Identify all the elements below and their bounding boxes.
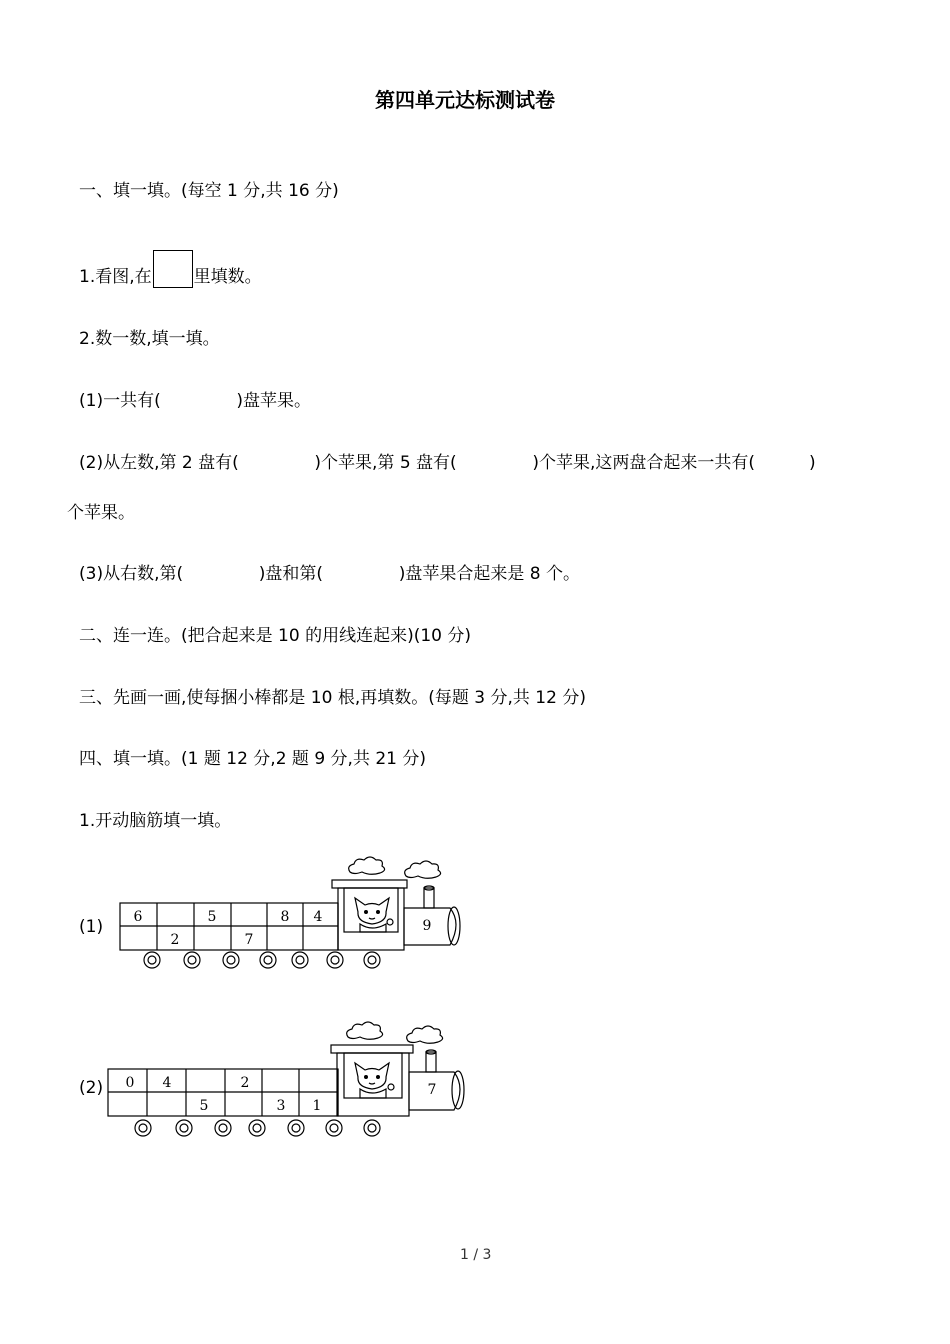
train1-cab [332, 880, 407, 888]
train2-bottom-cell: 1 [312, 1098, 322, 1114]
section1-q2-2-cont: 个苹果。 [67, 503, 135, 523]
cat-icon [355, 1063, 394, 1098]
q1-prefix: 1.看图,在 [79, 267, 152, 287]
train2-top-cell: 2 [240, 1075, 250, 1091]
train2-chimney [426, 1052, 436, 1072]
train1-top-cell: 8 [280, 909, 290, 925]
train2-label: (2) [79, 1078, 104, 1098]
section2-heading: 二、连一连。(把合起来是 10 的用线连起来)(10 分) [79, 626, 472, 646]
train2-cloud-left [347, 1022, 383, 1039]
train2-top-cell: 0 [125, 1075, 135, 1091]
train2-cab-window [344, 1053, 402, 1098]
train1-bottom-cell: 7 [244, 932, 254, 948]
section4-heading: 四、填一填。(1 题 12 分,2 题 9 分,共 21 分) [79, 749, 427, 769]
train2-wheels [135, 1120, 380, 1136]
section1-heading: 一、填一填。(每空 1 分,共 16 分) [79, 181, 339, 201]
train1-cloud-right [405, 861, 441, 878]
section1-q2-2: (2)从左数,第 2 盘有( )个苹果,第 5 盘有( )个苹果,这两盘合起来一共有( ) [79, 453, 816, 473]
train2-cab [331, 1045, 413, 1053]
train1-top-cell: 4 [313, 909, 323, 925]
train1-bottom-cell: 2 [170, 932, 180, 948]
page-title: 第四单元达标测试卷 [375, 88, 555, 112]
train2-bottom-cell: 3 [276, 1098, 286, 1114]
section1-q2-1: (1)一共有( )盘苹果。 [79, 391, 311, 411]
page-number: 1 / 3 [460, 1247, 492, 1263]
section1-q2-3: (3)从右数,第( )盘和第( )盘苹果合起来是 8 个。 [79, 564, 580, 584]
train2-top-cell: 4 [162, 1075, 172, 1091]
train2-bottom-cell: 5 [199, 1098, 209, 1114]
train1-top-cell: 5 [207, 909, 217, 925]
cat-icon [355, 898, 393, 932]
train1-top-cell: 6 [133, 909, 143, 925]
train1-engine-number: 9 [422, 918, 432, 934]
section3-heading: 三、先画一画,使每捆小棒都是 10 根,再填数。(每题 3 分,共 12 分) [79, 688, 586, 708]
answer-box [153, 250, 193, 288]
train1-illustration [110, 850, 470, 975]
train2-engine-number: 7 [427, 1082, 437, 1098]
train2-cloud-right [407, 1026, 443, 1043]
section4-q1: 1.开动脑筋填一填。 [79, 811, 232, 831]
section1-q1 [79, 250, 262, 288]
q1-suffix: 里填数。 [193, 267, 262, 287]
train1-chimney [424, 888, 434, 908]
train2-illustration [100, 1015, 470, 1140]
train1-label: (1) [79, 917, 104, 937]
train1-wheels [144, 952, 380, 968]
section1-q2: 2.数一数,填一填。 [79, 329, 220, 349]
train1-cloud-left [349, 857, 385, 874]
